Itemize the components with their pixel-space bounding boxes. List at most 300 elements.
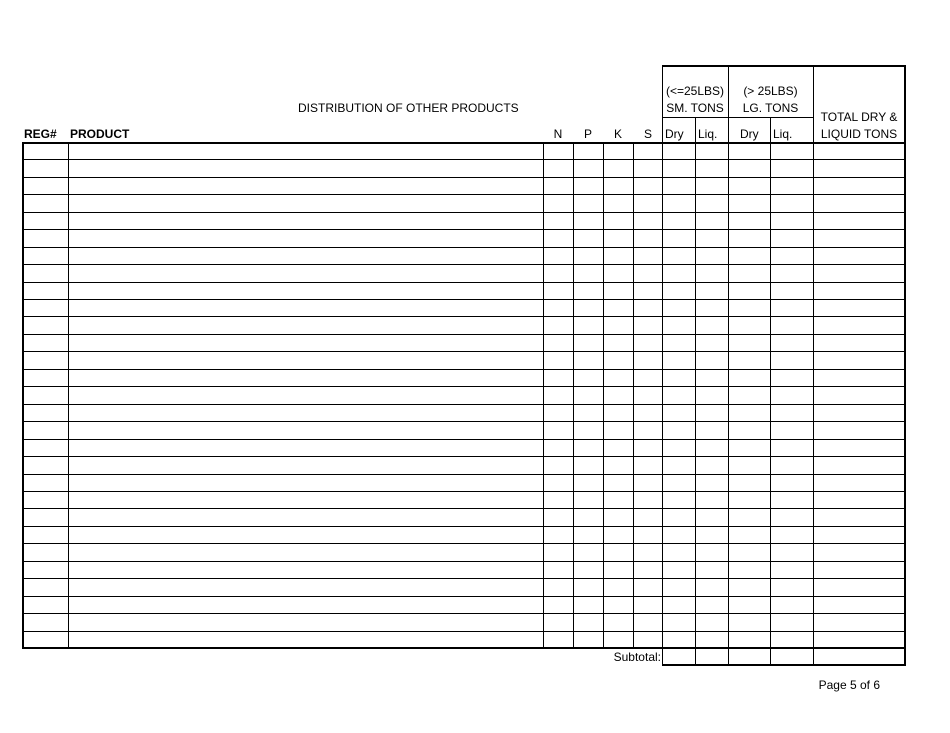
- lg-liq-entry-cell[interactable]: [771, 457, 813, 474]
- p-entry-cell[interactable]: [574, 178, 603, 194]
- product-entry-cell[interactable]: [69, 632, 543, 648]
- lg-dry-entry-cell[interactable]: [729, 475, 770, 491]
- s-entry-cell[interactable]: [634, 422, 662, 439]
- k-entry-cell[interactable]: [604, 562, 633, 578]
- reg-entry-cell[interactable]: [25, 544, 68, 561]
- reg-entry-cell[interactable]: [25, 579, 68, 596]
- product-entry-cell[interactable]: [69, 440, 543, 456]
- lg-liq-entry-cell[interactable]: [771, 597, 813, 613]
- s-entry-cell[interactable]: [634, 265, 662, 282]
- lg-liq-entry-cell[interactable]: [771, 387, 813, 404]
- s-entry-cell[interactable]: [634, 335, 662, 351]
- sm-dry-entry-cell[interactable]: [663, 440, 695, 456]
- product-entry-cell[interactable]: [69, 422, 543, 439]
- total-entry-cell[interactable]: [814, 213, 904, 229]
- total-entry-cell[interactable]: [814, 143, 904, 159]
- lg-liq-entry-cell[interactable]: [771, 317, 813, 334]
- lg-dry-entry-cell[interactable]: [729, 283, 770, 299]
- reg-entry-cell[interactable]: [25, 352, 68, 369]
- total-entry-cell[interactable]: [814, 527, 904, 543]
- p-entry-cell[interactable]: [574, 160, 603, 177]
- s-entry-cell[interactable]: [634, 387, 662, 404]
- lg-liq-entry-cell[interactable]: [771, 230, 813, 247]
- s-entry-cell[interactable]: [634, 527, 662, 543]
- sm-dry-entry-cell[interactable]: [663, 457, 695, 474]
- reg-entry-cell[interactable]: [25, 265, 68, 282]
- total-entry-cell[interactable]: [814, 492, 904, 508]
- s-entry-cell[interactable]: [634, 544, 662, 561]
- lg-dry-entry-cell[interactable]: [729, 335, 770, 351]
- p-entry-cell[interactable]: [574, 195, 603, 212]
- total-entry-cell[interactable]: [814, 544, 904, 561]
- sm-liq-entry-cell[interactable]: [696, 300, 728, 316]
- lg-liq-entry-cell[interactable]: [771, 527, 813, 543]
- p-entry-cell[interactable]: [574, 405, 603, 421]
- sm-liq-entry-cell[interactable]: [696, 143, 728, 159]
- reg-entry-cell[interactable]: [25, 213, 68, 229]
- sm-liq-entry-cell[interactable]: [696, 370, 728, 386]
- product-entry-cell[interactable]: [69, 213, 543, 229]
- k-entry-cell[interactable]: [604, 178, 633, 194]
- p-entry-cell[interactable]: [574, 230, 603, 247]
- sm-liq-entry-cell[interactable]: [696, 195, 728, 212]
- sm-liq-entry-cell[interactable]: [696, 405, 728, 421]
- k-entry-cell[interactable]: [604, 579, 633, 596]
- sm-liq-entry-cell[interactable]: [696, 527, 728, 543]
- n-entry-cell[interactable]: [544, 387, 573, 404]
- s-entry-cell[interactable]: [634, 457, 662, 474]
- p-entry-cell[interactable]: [574, 614, 603, 631]
- total-entry-cell[interactable]: [814, 352, 904, 369]
- subtotal-lg-dry-cell[interactable]: [729, 648, 770, 664]
- n-entry-cell[interactable]: [544, 317, 573, 334]
- lg-dry-entry-cell[interactable]: [729, 300, 770, 316]
- s-entry-cell[interactable]: [634, 195, 662, 212]
- lg-dry-entry-cell[interactable]: [729, 265, 770, 282]
- sm-dry-entry-cell[interactable]: [663, 248, 695, 264]
- lg-dry-entry-cell[interactable]: [729, 160, 770, 177]
- n-entry-cell[interactable]: [544, 195, 573, 212]
- p-entry-cell[interactable]: [574, 527, 603, 543]
- total-entry-cell[interactable]: [814, 440, 904, 456]
- s-entry-cell[interactable]: [634, 300, 662, 316]
- n-entry-cell[interactable]: [544, 160, 573, 177]
- k-entry-cell[interactable]: [604, 475, 633, 491]
- p-entry-cell[interactable]: [574, 370, 603, 386]
- total-entry-cell[interactable]: [814, 562, 904, 578]
- product-entry-cell[interactable]: [69, 370, 543, 386]
- p-entry-cell[interactable]: [574, 265, 603, 282]
- lg-dry-entry-cell[interactable]: [729, 230, 770, 247]
- sm-dry-entry-cell[interactable]: [663, 352, 695, 369]
- s-entry-cell[interactable]: [634, 405, 662, 421]
- p-entry-cell[interactable]: [574, 562, 603, 578]
- s-entry-cell[interactable]: [634, 143, 662, 159]
- p-entry-cell[interactable]: [574, 544, 603, 561]
- product-entry-cell[interactable]: [69, 457, 543, 474]
- n-entry-cell[interactable]: [544, 492, 573, 508]
- k-entry-cell[interactable]: [604, 370, 633, 386]
- s-entry-cell[interactable]: [634, 160, 662, 177]
- total-entry-cell[interactable]: [814, 335, 904, 351]
- p-entry-cell[interactable]: [574, 457, 603, 474]
- lg-liq-entry-cell[interactable]: [771, 562, 813, 578]
- sm-liq-entry-cell[interactable]: [696, 562, 728, 578]
- product-entry-cell[interactable]: [69, 300, 543, 316]
- n-entry-cell[interactable]: [544, 632, 573, 648]
- sm-dry-entry-cell[interactable]: [663, 614, 695, 631]
- n-entry-cell[interactable]: [544, 475, 573, 491]
- s-entry-cell[interactable]: [634, 597, 662, 613]
- n-entry-cell[interactable]: [544, 422, 573, 439]
- lg-dry-entry-cell[interactable]: [729, 370, 770, 386]
- n-entry-cell[interactable]: [544, 457, 573, 474]
- s-entry-cell[interactable]: [634, 579, 662, 596]
- sm-dry-entry-cell[interactable]: [663, 422, 695, 439]
- sm-dry-entry-cell[interactable]: [663, 283, 695, 299]
- n-entry-cell[interactable]: [544, 265, 573, 282]
- k-entry-cell[interactable]: [604, 632, 633, 648]
- subtotal-lg-liq-cell[interactable]: [771, 648, 813, 664]
- lg-dry-entry-cell[interactable]: [729, 544, 770, 561]
- k-entry-cell[interactable]: [604, 457, 633, 474]
- p-entry-cell[interactable]: [574, 509, 603, 526]
- lg-dry-entry-cell[interactable]: [729, 632, 770, 648]
- n-entry-cell[interactable]: [544, 335, 573, 351]
- sm-liq-entry-cell[interactable]: [696, 544, 728, 561]
- lg-liq-entry-cell[interactable]: [771, 370, 813, 386]
- k-entry-cell[interactable]: [604, 405, 633, 421]
- reg-entry-cell[interactable]: [25, 457, 68, 474]
- p-entry-cell[interactable]: [574, 335, 603, 351]
- s-entry-cell[interactable]: [634, 230, 662, 247]
- sm-liq-entry-cell[interactable]: [696, 248, 728, 264]
- sm-liq-entry-cell[interactable]: [696, 579, 728, 596]
- lg-liq-entry-cell[interactable]: [771, 440, 813, 456]
- lg-liq-entry-cell[interactable]: [771, 178, 813, 194]
- total-entry-cell[interactable]: [814, 283, 904, 299]
- lg-dry-entry-cell[interactable]: [729, 527, 770, 543]
- product-entry-cell[interactable]: [69, 387, 543, 404]
- reg-entry-cell[interactable]: [25, 422, 68, 439]
- reg-entry-cell[interactable]: [25, 632, 68, 648]
- n-entry-cell[interactable]: [544, 527, 573, 543]
- total-entry-cell[interactable]: [814, 178, 904, 194]
- n-entry-cell[interactable]: [544, 230, 573, 247]
- subtotal-sm-dry-cell[interactable]: [663, 648, 695, 664]
- reg-entry-cell[interactable]: [25, 527, 68, 543]
- lg-liq-entry-cell[interactable]: [771, 195, 813, 212]
- s-entry-cell[interactable]: [634, 475, 662, 491]
- sm-dry-entry-cell[interactable]: [663, 300, 695, 316]
- n-entry-cell[interactable]: [544, 544, 573, 561]
- lg-liq-entry-cell[interactable]: [771, 422, 813, 439]
- product-entry-cell[interactable]: [69, 562, 543, 578]
- lg-dry-entry-cell[interactable]: [729, 457, 770, 474]
- p-entry-cell[interactable]: [574, 213, 603, 229]
- s-entry-cell[interactable]: [634, 614, 662, 631]
- sm-liq-entry-cell[interactable]: [696, 230, 728, 247]
- reg-entry-cell[interactable]: [25, 597, 68, 613]
- lg-liq-entry-cell[interactable]: [771, 213, 813, 229]
- s-entry-cell[interactable]: [634, 317, 662, 334]
- s-entry-cell[interactable]: [634, 632, 662, 648]
- lg-liq-entry-cell[interactable]: [771, 492, 813, 508]
- sm-dry-entry-cell[interactable]: [663, 160, 695, 177]
- k-entry-cell[interactable]: [604, 195, 633, 212]
- reg-entry-cell[interactable]: [25, 283, 68, 299]
- product-entry-cell[interactable]: [69, 492, 543, 508]
- total-entry-cell[interactable]: [814, 300, 904, 316]
- product-entry-cell[interactable]: [69, 527, 543, 543]
- product-entry-cell[interactable]: [69, 178, 543, 194]
- lg-liq-entry-cell[interactable]: [771, 300, 813, 316]
- lg-dry-entry-cell[interactable]: [729, 579, 770, 596]
- lg-liq-entry-cell[interactable]: [771, 352, 813, 369]
- product-entry-cell[interactable]: [69, 283, 543, 299]
- p-entry-cell[interactable]: [574, 579, 603, 596]
- total-entry-cell[interactable]: [814, 475, 904, 491]
- n-entry-cell[interactable]: [544, 143, 573, 159]
- k-entry-cell[interactable]: [604, 492, 633, 508]
- subtotal-sm-liq-cell[interactable]: [696, 648, 728, 664]
- product-entry-cell[interactable]: [69, 248, 543, 264]
- n-entry-cell[interactable]: [544, 248, 573, 264]
- s-entry-cell[interactable]: [634, 562, 662, 578]
- sm-dry-entry-cell[interactable]: [663, 405, 695, 421]
- reg-entry-cell[interactable]: [25, 143, 68, 159]
- total-entry-cell[interactable]: [814, 597, 904, 613]
- sm-liq-entry-cell[interactable]: [696, 265, 728, 282]
- lg-liq-entry-cell[interactable]: [771, 248, 813, 264]
- sm-dry-entry-cell[interactable]: [663, 143, 695, 159]
- total-entry-cell[interactable]: [814, 509, 904, 526]
- product-entry-cell[interactable]: [69, 579, 543, 596]
- s-entry-cell[interactable]: [634, 352, 662, 369]
- k-entry-cell[interactable]: [604, 283, 633, 299]
- p-entry-cell[interactable]: [574, 300, 603, 316]
- k-entry-cell[interactable]: [604, 265, 633, 282]
- p-entry-cell[interactable]: [574, 475, 603, 491]
- lg-liq-entry-cell[interactable]: [771, 335, 813, 351]
- reg-entry-cell[interactable]: [25, 614, 68, 631]
- sm-dry-entry-cell[interactable]: [663, 492, 695, 508]
- sm-dry-entry-cell[interactable]: [663, 370, 695, 386]
- k-entry-cell[interactable]: [604, 387, 633, 404]
- p-entry-cell[interactable]: [574, 440, 603, 456]
- n-entry-cell[interactable]: [544, 178, 573, 194]
- total-entry-cell[interactable]: [814, 387, 904, 404]
- sm-dry-entry-cell[interactable]: [663, 544, 695, 561]
- p-entry-cell[interactable]: [574, 632, 603, 648]
- sm-dry-entry-cell[interactable]: [663, 562, 695, 578]
- total-entry-cell[interactable]: [814, 614, 904, 631]
- total-entry-cell[interactable]: [814, 370, 904, 386]
- reg-entry-cell[interactable]: [25, 300, 68, 316]
- product-entry-cell[interactable]: [69, 143, 543, 159]
- product-entry-cell[interactable]: [69, 230, 543, 247]
- k-entry-cell[interactable]: [604, 544, 633, 561]
- reg-entry-cell[interactable]: [25, 160, 68, 177]
- lg-dry-entry-cell[interactable]: [729, 492, 770, 508]
- s-entry-cell[interactable]: [634, 213, 662, 229]
- k-entry-cell[interactable]: [604, 160, 633, 177]
- reg-entry-cell[interactable]: [25, 387, 68, 404]
- lg-dry-entry-cell[interactable]: [729, 509, 770, 526]
- product-entry-cell[interactable]: [69, 614, 543, 631]
- total-entry-cell[interactable]: [814, 457, 904, 474]
- sm-liq-entry-cell[interactable]: [696, 475, 728, 491]
- sm-dry-entry-cell[interactable]: [663, 509, 695, 526]
- product-entry-cell[interactable]: [69, 317, 543, 334]
- lg-liq-entry-cell[interactable]: [771, 544, 813, 561]
- n-entry-cell[interactable]: [544, 509, 573, 526]
- s-entry-cell[interactable]: [634, 370, 662, 386]
- sm-dry-entry-cell[interactable]: [663, 387, 695, 404]
- k-entry-cell[interactable]: [604, 230, 633, 247]
- total-entry-cell[interactable]: [814, 579, 904, 596]
- lg-liq-entry-cell[interactable]: [771, 579, 813, 596]
- total-entry-cell[interactable]: [814, 422, 904, 439]
- lg-liq-entry-cell[interactable]: [771, 265, 813, 282]
- lg-liq-entry-cell[interactable]: [771, 405, 813, 421]
- subtotal-total-cell[interactable]: [814, 648, 904, 664]
- n-entry-cell[interactable]: [544, 213, 573, 229]
- product-entry-cell[interactable]: [69, 544, 543, 561]
- sm-dry-entry-cell[interactable]: [663, 335, 695, 351]
- lg-dry-entry-cell[interactable]: [729, 143, 770, 159]
- sm-liq-entry-cell[interactable]: [696, 213, 728, 229]
- p-entry-cell[interactable]: [574, 492, 603, 508]
- sm-liq-entry-cell[interactable]: [696, 440, 728, 456]
- reg-entry-cell[interactable]: [25, 509, 68, 526]
- k-entry-cell[interactable]: [604, 143, 633, 159]
- sm-dry-entry-cell[interactable]: [663, 579, 695, 596]
- n-entry-cell[interactable]: [544, 614, 573, 631]
- lg-dry-entry-cell[interactable]: [729, 405, 770, 421]
- p-entry-cell[interactable]: [574, 597, 603, 613]
- sm-dry-entry-cell[interactable]: [663, 597, 695, 613]
- sm-liq-entry-cell[interactable]: [696, 160, 728, 177]
- sm-liq-entry-cell[interactable]: [696, 317, 728, 334]
- lg-liq-entry-cell[interactable]: [771, 160, 813, 177]
- reg-entry-cell[interactable]: [25, 562, 68, 578]
- k-entry-cell[interactable]: [604, 335, 633, 351]
- lg-dry-entry-cell[interactable]: [729, 317, 770, 334]
- lg-dry-entry-cell[interactable]: [729, 195, 770, 212]
- sm-liq-entry-cell[interactable]: [696, 352, 728, 369]
- sm-dry-entry-cell[interactable]: [663, 265, 695, 282]
- reg-entry-cell[interactable]: [25, 248, 68, 264]
- total-entry-cell[interactable]: [814, 230, 904, 247]
- product-entry-cell[interactable]: [69, 160, 543, 177]
- product-entry-cell[interactable]: [69, 405, 543, 421]
- product-entry-cell[interactable]: [69, 335, 543, 351]
- total-entry-cell[interactable]: [814, 195, 904, 212]
- sm-liq-entry-cell[interactable]: [696, 387, 728, 404]
- p-entry-cell[interactable]: [574, 422, 603, 439]
- sm-liq-entry-cell[interactable]: [696, 335, 728, 351]
- product-entry-cell[interactable]: [69, 195, 543, 212]
- s-entry-cell[interactable]: [634, 440, 662, 456]
- sm-liq-entry-cell[interactable]: [696, 492, 728, 508]
- k-entry-cell[interactable]: [604, 317, 633, 334]
- k-entry-cell[interactable]: [604, 597, 633, 613]
- lg-liq-entry-cell[interactable]: [771, 143, 813, 159]
- reg-entry-cell[interactable]: [25, 178, 68, 194]
- total-entry-cell[interactable]: [814, 265, 904, 282]
- sm-liq-entry-cell[interactable]: [696, 614, 728, 631]
- lg-liq-entry-cell[interactable]: [771, 632, 813, 648]
- total-entry-cell[interactable]: [814, 632, 904, 648]
- sm-dry-entry-cell[interactable]: [663, 527, 695, 543]
- k-entry-cell[interactable]: [604, 248, 633, 264]
- s-entry-cell[interactable]: [634, 492, 662, 508]
- s-entry-cell[interactable]: [634, 283, 662, 299]
- total-entry-cell[interactable]: [814, 317, 904, 334]
- sm-dry-entry-cell[interactable]: [663, 475, 695, 491]
- sm-liq-entry-cell[interactable]: [696, 632, 728, 648]
- k-entry-cell[interactable]: [604, 300, 633, 316]
- reg-entry-cell[interactable]: [25, 317, 68, 334]
- sm-liq-entry-cell[interactable]: [696, 178, 728, 194]
- lg-liq-entry-cell[interactable]: [771, 475, 813, 491]
- s-entry-cell[interactable]: [634, 509, 662, 526]
- product-entry-cell[interactable]: [69, 475, 543, 491]
- reg-entry-cell[interactable]: [25, 335, 68, 351]
- lg-liq-entry-cell[interactable]: [771, 283, 813, 299]
- reg-entry-cell[interactable]: [25, 492, 68, 508]
- k-entry-cell[interactable]: [604, 509, 633, 526]
- lg-dry-entry-cell[interactable]: [729, 440, 770, 456]
- lg-dry-entry-cell[interactable]: [729, 614, 770, 631]
- sm-dry-entry-cell[interactable]: [663, 195, 695, 212]
- sm-liq-entry-cell[interactable]: [696, 597, 728, 613]
- n-entry-cell[interactable]: [544, 440, 573, 456]
- n-entry-cell[interactable]: [544, 562, 573, 578]
- s-entry-cell[interactable]: [634, 178, 662, 194]
- n-entry-cell[interactable]: [544, 370, 573, 386]
- lg-dry-entry-cell[interactable]: [729, 178, 770, 194]
- p-entry-cell[interactable]: [574, 283, 603, 299]
- reg-entry-cell[interactable]: [25, 405, 68, 421]
- reg-entry-cell[interactable]: [25, 230, 68, 247]
- s-entry-cell[interactable]: [634, 248, 662, 264]
- total-entry-cell[interactable]: [814, 160, 904, 177]
- lg-dry-entry-cell[interactable]: [729, 562, 770, 578]
- n-entry-cell[interactable]: [544, 597, 573, 613]
- p-entry-cell[interactable]: [574, 352, 603, 369]
- k-entry-cell[interactable]: [604, 352, 633, 369]
- sm-liq-entry-cell[interactable]: [696, 509, 728, 526]
- lg-dry-entry-cell[interactable]: [729, 422, 770, 439]
- k-entry-cell[interactable]: [604, 614, 633, 631]
- product-entry-cell[interactable]: [69, 597, 543, 613]
- n-entry-cell[interactable]: [544, 300, 573, 316]
- p-entry-cell[interactable]: [574, 317, 603, 334]
- sm-liq-entry-cell[interactable]: [696, 422, 728, 439]
- lg-dry-entry-cell[interactable]: [729, 597, 770, 613]
- k-entry-cell[interactable]: [604, 440, 633, 456]
- product-entry-cell[interactable]: [69, 265, 543, 282]
- p-entry-cell[interactable]: [574, 143, 603, 159]
- p-entry-cell[interactable]: [574, 248, 603, 264]
- n-entry-cell[interactable]: [544, 352, 573, 369]
- reg-entry-cell[interactable]: [25, 440, 68, 456]
- total-entry-cell[interactable]: [814, 405, 904, 421]
- sm-dry-entry-cell[interactable]: [663, 178, 695, 194]
- reg-entry-cell[interactable]: [25, 195, 68, 212]
